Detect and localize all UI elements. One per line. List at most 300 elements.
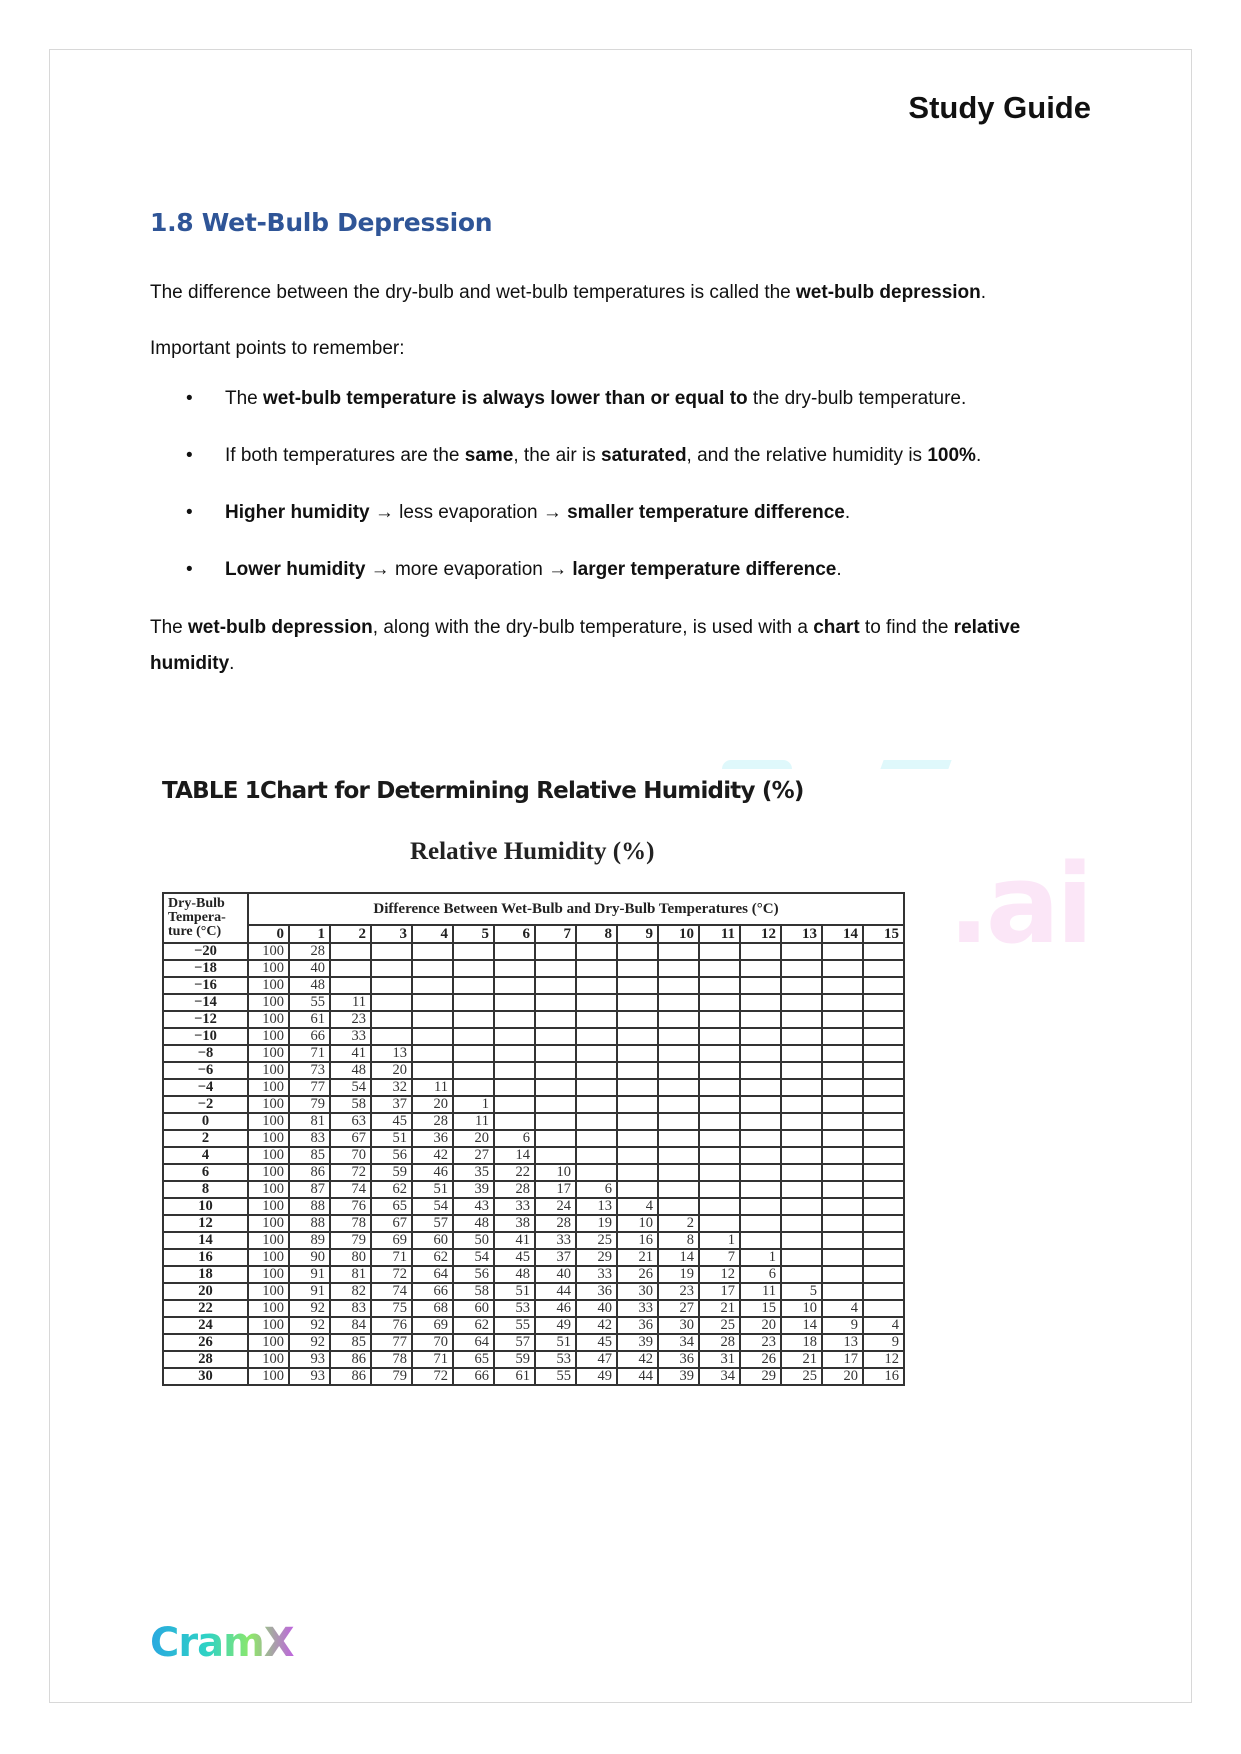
row-header-dry-bulb: −18: [163, 960, 248, 977]
table-cell: 10: [617, 1215, 658, 1232]
table-cell: 100: [248, 977, 289, 994]
table-cell: 22: [494, 1164, 535, 1181]
table-cell: [740, 960, 781, 977]
table-cell: [740, 1011, 781, 1028]
table-row: [163, 1096, 904, 1113]
table-row: [163, 960, 904, 977]
table-cell: 20: [453, 1130, 494, 1147]
table-cell: 100: [248, 1317, 289, 1334]
table-cell: 8: [658, 1232, 699, 1249]
table-cell: [617, 1045, 658, 1062]
table-cell: 61: [494, 1368, 535, 1385]
table-cell: 25: [781, 1368, 822, 1385]
table-cell: 20: [822, 1368, 863, 1385]
table-cell: 26: [617, 1266, 658, 1283]
text-run: If both temperatures are the: [225, 445, 465, 466]
table-cell: 21: [781, 1351, 822, 1368]
table-cell: 62: [453, 1317, 494, 1334]
table-cell: 1: [699, 1232, 740, 1249]
table-cell: [617, 977, 658, 994]
table-cell: 16: [617, 1232, 658, 1249]
table-row: [163, 1147, 904, 1164]
text-run: → more evaporation →: [365, 559, 573, 580]
table-heading: Relative Humidity (%): [410, 838, 655, 865]
table-cell: 48: [330, 1062, 371, 1079]
table-cell: 34: [658, 1334, 699, 1351]
table-cell: 16: [863, 1368, 904, 1385]
table-cell: [494, 1028, 535, 1045]
table-cell: 80: [330, 1249, 371, 1266]
table-cell: 28: [535, 1215, 576, 1232]
table-cell: [863, 1300, 904, 1317]
table-cell: [371, 943, 412, 960]
table-cell: 11: [740, 1283, 781, 1300]
table-cell: 91: [289, 1283, 330, 1300]
row-header-dry-bulb: 14: [163, 1232, 248, 1249]
table-cell: [617, 1147, 658, 1164]
table-cell: [699, 994, 740, 1011]
table-cell: 36: [658, 1351, 699, 1368]
row-header-dry-bulb: 18: [163, 1266, 248, 1283]
table-cell: 70: [412, 1334, 453, 1351]
table-cell: 100: [248, 1300, 289, 1317]
table-cell: 100: [248, 1368, 289, 1385]
table-cell: 28: [699, 1334, 740, 1351]
table-cell: 48: [453, 1215, 494, 1232]
table-cell: 30: [617, 1283, 658, 1300]
column-header: 8: [576, 925, 617, 943]
table-cell: [494, 1079, 535, 1096]
text-run: The: [225, 388, 264, 409]
table-cell: [740, 1130, 781, 1147]
table-cell: 28: [289, 943, 330, 960]
table-cell: [781, 1028, 822, 1045]
table-cell: 39: [658, 1368, 699, 1385]
table-cell: 17: [699, 1283, 740, 1300]
table-cell: 81: [289, 1113, 330, 1130]
table-cell: [822, 1045, 863, 1062]
bold-term: wet-bulb depression: [188, 617, 373, 638]
table-cell: 65: [453, 1351, 494, 1368]
table-cell: 17: [822, 1351, 863, 1368]
table-cell: [822, 1011, 863, 1028]
bullet-icon: •: [186, 502, 193, 523]
table-cell: [576, 1113, 617, 1130]
table-cell: 100: [248, 1334, 289, 1351]
table-cell: [699, 1181, 740, 1198]
table-cell: [822, 1147, 863, 1164]
table-cell: [535, 1079, 576, 1096]
row-header-dry-bulb: −8: [163, 1045, 248, 1062]
table-cell: 42: [617, 1351, 658, 1368]
bold-term: relative humidity: [150, 617, 1021, 674]
table-cell: 55: [535, 1368, 576, 1385]
table-cell: [822, 1028, 863, 1045]
table-cell: [330, 960, 371, 977]
table-cell: [658, 1164, 699, 1181]
table-cell: [863, 1164, 904, 1181]
table-cell: 85: [330, 1334, 371, 1351]
table-cell: [617, 1062, 658, 1079]
table-cell: 53: [535, 1351, 576, 1368]
text-run: to find the: [859, 617, 954, 638]
table-cell: [658, 1028, 699, 1045]
table-cell: [740, 1215, 781, 1232]
column-header: 5: [453, 925, 494, 943]
table-cell: [453, 994, 494, 1011]
table-cell: 75: [371, 1300, 412, 1317]
table-cell: 38: [494, 1215, 535, 1232]
table-cell: 20: [412, 1096, 453, 1113]
table-cell: 21: [617, 1249, 658, 1266]
table-cell: 100: [248, 1283, 289, 1300]
table-cell: 93: [289, 1368, 330, 1385]
table-cell: 66: [289, 1028, 330, 1045]
table-cell: [863, 1266, 904, 1283]
table-cell: [863, 1045, 904, 1062]
bold-term: Higher humidity: [225, 502, 370, 523]
table-cell: 74: [330, 1181, 371, 1198]
table-cell: 86: [330, 1368, 371, 1385]
text-run: , the air is: [513, 445, 602, 466]
table-cell: [740, 1045, 781, 1062]
row-header-dry-bulb: −12: [163, 1011, 248, 1028]
text-run: , and the relative humidity is: [686, 445, 928, 466]
table-cell: 100: [248, 1351, 289, 1368]
table-cell: [576, 1045, 617, 1062]
row-header-dry-bulb: −4: [163, 1079, 248, 1096]
table-cell: 78: [371, 1351, 412, 1368]
row-header-dry-bulb: 6: [163, 1164, 248, 1181]
intro-bold-term: wet-bulb depression: [796, 282, 981, 303]
table-cell: 46: [535, 1300, 576, 1317]
table-cell: 6: [494, 1130, 535, 1147]
table-cell: 51: [494, 1283, 535, 1300]
table-cell: [617, 1164, 658, 1181]
row-header-dry-bulb: 26: [163, 1334, 248, 1351]
table-cell: 100: [248, 1062, 289, 1079]
table-row: [163, 1232, 904, 1249]
difference-header: Difference Between Wet-Bulb and Dry-Bulb Temperatures (°C): [248, 893, 904, 925]
table-cell: 49: [535, 1317, 576, 1334]
table-cell: 55: [289, 994, 330, 1011]
table-cell: [863, 1283, 904, 1300]
table-cell: [494, 1045, 535, 1062]
table-cell: 61: [289, 1011, 330, 1028]
row-header-dry-bulb: −2: [163, 1096, 248, 1113]
table-cell: 7: [699, 1249, 740, 1266]
table-cell: 2: [658, 1215, 699, 1232]
table-cell: 68: [412, 1300, 453, 1317]
table-cell: 92: [289, 1334, 330, 1351]
table-cell: [822, 1062, 863, 1079]
table-cell: [699, 943, 740, 960]
table-cell: 54: [330, 1079, 371, 1096]
table-cell: [535, 943, 576, 960]
table-cell: [658, 1096, 699, 1113]
table-cell: [822, 1113, 863, 1130]
table-cell: [412, 977, 453, 994]
table-cell: 36: [617, 1317, 658, 1334]
table-cell: 33: [576, 1266, 617, 1283]
table-cell: 51: [535, 1334, 576, 1351]
table-cell: 27: [453, 1147, 494, 1164]
table-cell: 13: [576, 1198, 617, 1215]
cramx-logo: CramX: [150, 1620, 294, 1666]
bullet-item: [150, 442, 1080, 470]
table-row: [163, 1368, 904, 1385]
table-cell: [740, 1198, 781, 1215]
table-cell: 100: [248, 1249, 289, 1266]
table-cell: 76: [371, 1317, 412, 1334]
table-cell: 26: [740, 1351, 781, 1368]
table-cell: [781, 1096, 822, 1113]
table-cell: 51: [371, 1130, 412, 1147]
table-row: [163, 1181, 904, 1198]
table-cell: [617, 1130, 658, 1147]
table-cell: 58: [330, 1096, 371, 1113]
table-cell: [453, 943, 494, 960]
table-cell: [740, 1096, 781, 1113]
table-cell: 71: [371, 1249, 412, 1266]
table-cell: 93: [289, 1351, 330, 1368]
table-cell: 100: [248, 1096, 289, 1113]
table-cell: 79: [330, 1232, 371, 1249]
table-cell: [371, 1028, 412, 1045]
table-cell: [699, 1147, 740, 1164]
table-cell: [781, 1062, 822, 1079]
table-cell: [453, 1045, 494, 1062]
row-header-dry-bulb: 22: [163, 1300, 248, 1317]
table-cell: [781, 994, 822, 1011]
table-row: [163, 1113, 904, 1130]
bullet-item: [150, 385, 1080, 413]
table-cell: 34: [699, 1368, 740, 1385]
table-cell: [412, 1062, 453, 1079]
row-header-dry-bulb: 16: [163, 1249, 248, 1266]
table-cell: 36: [576, 1283, 617, 1300]
table-cell: 67: [371, 1215, 412, 1232]
points-label: Important points to remember:: [150, 338, 405, 359]
table-cell: [740, 1147, 781, 1164]
table-cell: [822, 960, 863, 977]
table-cell: [863, 943, 904, 960]
table-cell: [658, 943, 699, 960]
table-cell: [863, 1079, 904, 1096]
table-cell: [699, 1011, 740, 1028]
table-cell: [740, 1062, 781, 1079]
table-cell: 51: [412, 1181, 453, 1198]
text-run: The: [150, 617, 189, 638]
row-header-dry-bulb: −6: [163, 1062, 248, 1079]
table-cell: 32: [371, 1079, 412, 1096]
table-cell: [863, 1130, 904, 1147]
bold-term: 100%: [927, 445, 976, 466]
row-header-dry-bulb: −20: [163, 943, 248, 960]
table-cell: 74: [371, 1283, 412, 1300]
row-header-dry-bulb: 10: [163, 1198, 248, 1215]
table-cell: [699, 1215, 740, 1232]
table-cell: 76: [330, 1198, 371, 1215]
table-cell: 13: [371, 1045, 412, 1062]
table-cell: 25: [576, 1232, 617, 1249]
table-row: [163, 1062, 904, 1079]
table-cell: 44: [617, 1368, 658, 1385]
table-cell: [863, 1249, 904, 1266]
table-cell: [699, 1130, 740, 1147]
table-cell: 88: [289, 1215, 330, 1232]
table-cell: 90: [289, 1249, 330, 1266]
table-cell: 57: [412, 1215, 453, 1232]
table-cell: 23: [740, 1334, 781, 1351]
table-cell: 65: [371, 1198, 412, 1215]
table-cell: 62: [412, 1249, 453, 1266]
row-header-dry-bulb: 30: [163, 1368, 248, 1385]
table-cell: 88: [289, 1198, 330, 1215]
table-cell: [699, 1062, 740, 1079]
table-cell: [699, 1045, 740, 1062]
table-cell: [781, 1266, 822, 1283]
column-header: 10: [658, 925, 699, 943]
table-cell: [494, 1113, 535, 1130]
table-cell: 100: [248, 1266, 289, 1283]
table-cell: [699, 1079, 740, 1096]
column-header: 4: [412, 925, 453, 943]
table-cell: 78: [330, 1215, 371, 1232]
row-header-dry-bulb: 2: [163, 1130, 248, 1147]
table-cell: 59: [494, 1351, 535, 1368]
table-cell: [617, 1011, 658, 1028]
table-cell: [658, 1011, 699, 1028]
table-cell: 91: [289, 1266, 330, 1283]
table-cell: 69: [412, 1317, 453, 1334]
table-cell: 27: [658, 1300, 699, 1317]
text-run: , along with the dry-bulb temperature, is used with a: [372, 617, 814, 638]
table-cell: [576, 1028, 617, 1045]
table-row: [163, 1079, 904, 1096]
bullet-icon: •: [186, 388, 193, 409]
table-cell: 37: [535, 1249, 576, 1266]
table-cell: [617, 994, 658, 1011]
table-cell: [535, 1062, 576, 1079]
table-cell: [863, 1113, 904, 1130]
table-cell: [822, 994, 863, 1011]
table-cell: [863, 994, 904, 1011]
table-row: [163, 1300, 904, 1317]
column-header: 15: [863, 925, 904, 943]
table-cell: 14: [494, 1147, 535, 1164]
table-cell: 84: [330, 1317, 371, 1334]
table-cell: 46: [412, 1164, 453, 1181]
table-cell: [740, 1079, 781, 1096]
table-cell: [494, 994, 535, 1011]
table-cell: [863, 1198, 904, 1215]
table-cell: [781, 960, 822, 977]
table-cell: [535, 1096, 576, 1113]
table-cell: 19: [576, 1215, 617, 1232]
table-cell: 57: [494, 1334, 535, 1351]
table-row: [163, 1028, 904, 1045]
table-cell: [658, 1113, 699, 1130]
table-cell: 25: [699, 1317, 740, 1334]
row-header-dry-bulb: 8: [163, 1181, 248, 1198]
table-cell: 39: [617, 1334, 658, 1351]
table-cell: [453, 1079, 494, 1096]
table-cell: 100: [248, 1028, 289, 1045]
table-cell: 45: [371, 1113, 412, 1130]
table-cell: [617, 1096, 658, 1113]
table-cell: [412, 994, 453, 1011]
table-cell: [371, 1011, 412, 1028]
table-cell: 9: [822, 1317, 863, 1334]
table-cell: [453, 960, 494, 977]
table-cell: 33: [330, 1028, 371, 1045]
table-cell: 28: [494, 1181, 535, 1198]
table-cell: 66: [453, 1368, 494, 1385]
table-cell: [699, 1113, 740, 1130]
table-cell: [658, 1079, 699, 1096]
table-cell: [412, 1028, 453, 1045]
table-cell: 100: [248, 1147, 289, 1164]
table-cell: 20: [740, 1317, 781, 1334]
table-cell: 63: [330, 1113, 371, 1130]
table-cell: 55: [494, 1317, 535, 1334]
column-header: 0: [248, 925, 289, 943]
table-cell: [822, 1232, 863, 1249]
table-cell: [658, 1147, 699, 1164]
closing-paragraph: [150, 610, 1080, 682]
table-cell: [658, 1198, 699, 1215]
table-row: [163, 977, 904, 994]
row-header-dry-bulb: −14: [163, 994, 248, 1011]
table-row: [163, 1130, 904, 1147]
bullet-icon: •: [186, 445, 193, 466]
table-cell: [781, 1164, 822, 1181]
column-header: 11: [699, 925, 740, 943]
watermark-text: .ai: [948, 840, 1090, 968]
table-cell: 100: [248, 1181, 289, 1198]
table-cell: 73: [289, 1062, 330, 1079]
table-cell: [781, 1011, 822, 1028]
table-cell: [699, 1198, 740, 1215]
bold-term: wet-bulb temperature is always lower than or equal to: [263, 388, 748, 409]
intro-text-end: .: [980, 282, 987, 303]
table-cell: [617, 960, 658, 977]
row-header-dry-bulb: 12: [163, 1215, 248, 1232]
table-cell: [740, 1232, 781, 1249]
table-cell: [822, 1198, 863, 1215]
table-cell: 1: [740, 1249, 781, 1266]
table-cell: 31: [699, 1351, 740, 1368]
table-cell: [822, 943, 863, 960]
table-cell: [863, 1096, 904, 1113]
table-cell: [330, 943, 371, 960]
table-cell: 81: [330, 1266, 371, 1283]
table-cell: [863, 1215, 904, 1232]
table-cell: [617, 1113, 658, 1130]
table-cell: [863, 960, 904, 977]
text-run: .: [975, 445, 982, 466]
table-cell: 70: [330, 1147, 371, 1164]
table-cell: [822, 1266, 863, 1283]
table-cell: 87: [289, 1181, 330, 1198]
table-cell: [781, 1181, 822, 1198]
table-cell: [781, 1045, 822, 1062]
table-cell: [453, 977, 494, 994]
table-cell: 33: [617, 1300, 658, 1317]
table-row: [163, 1164, 904, 1181]
table-cell: [658, 960, 699, 977]
